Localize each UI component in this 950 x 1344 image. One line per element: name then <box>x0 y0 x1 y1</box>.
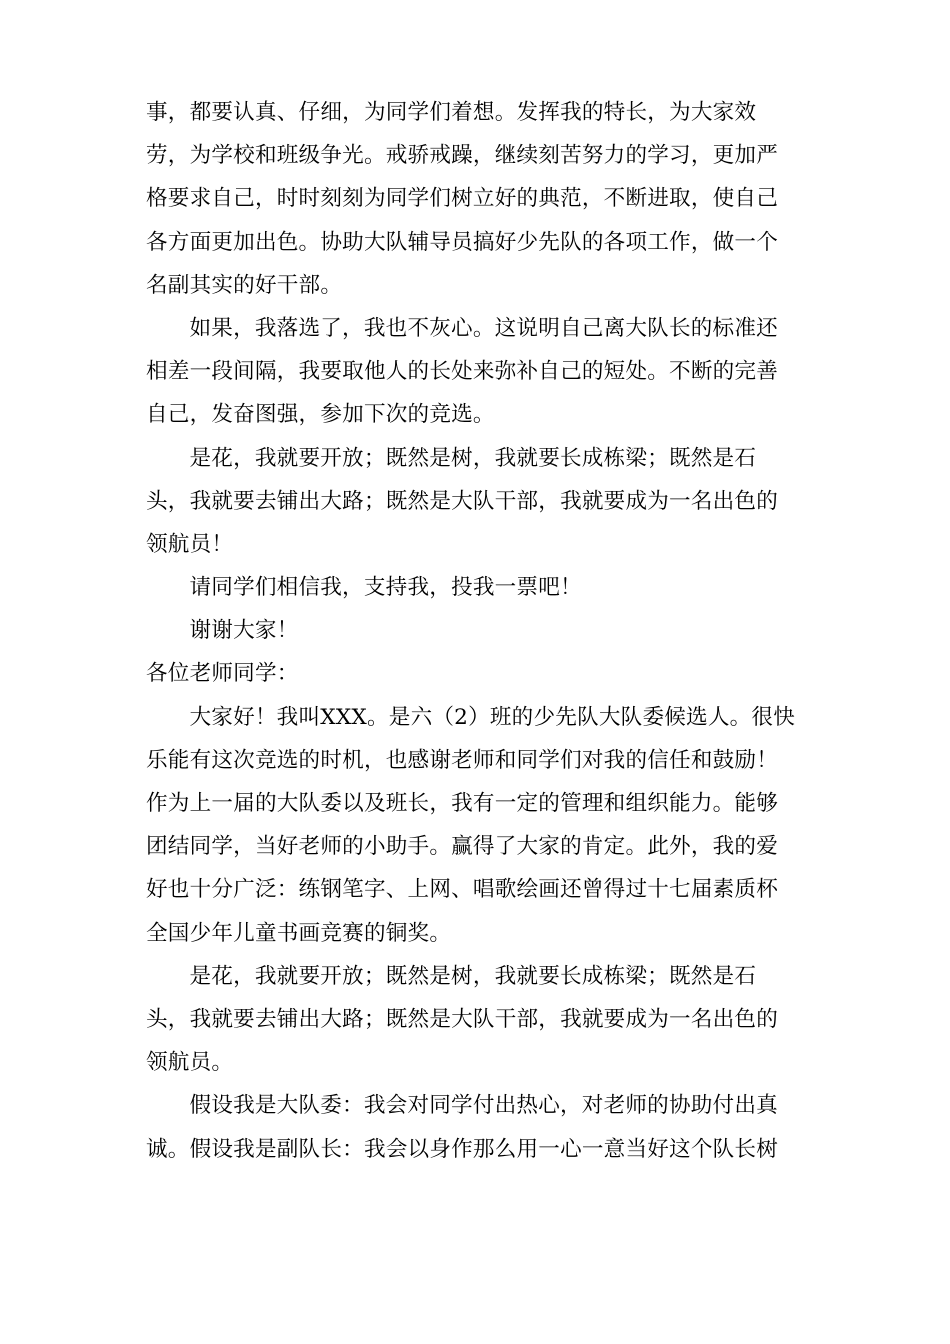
text-line: 各方面更加出色。协助大队辅导员搞好少先队的各项工作，做一个 <box>146 229 779 255</box>
text-line: 诚。假设我是副队长：我会以身作那么用一心一意当好这个队长树 <box>146 1136 779 1162</box>
text-line: 谢谢大家！ <box>189 618 299 644</box>
text-line: 作为上一届的大队委以及班长，我有一定的管理和组织能力。能够 <box>146 791 779 816</box>
text-line: 格要求自己，时时刻刻为同学们树立好的典范，不断进取，使自己 <box>146 186 779 212</box>
text-line: 假设我是大队委：我会对同学付出热心，对老师的协助付出真 <box>189 1093 778 1119</box>
text-line: 领航员！ <box>146 531 234 557</box>
text-line: 乐能有这次竞选的时机，也感谢老师和同学们对我的信任和鼓励！ <box>146 747 779 773</box>
text-line: 劳，为学校和班级争光。戒骄戒躁，继续刻苦努力的学习，更加严 <box>146 143 779 169</box>
text-line: 好也十分广泛：练钢笔字、上网、唱歌绘画还曾得过十七届素质杯 <box>146 877 779 903</box>
text-line: 团结同学，当好老师的小助手。赢得了大家的肯定。此外，我的爱 <box>146 834 779 860</box>
text-line: 是花，我就要开放；既然是树，我就要长成栋梁；既然是石 <box>189 445 757 471</box>
text-line: 大家好！我叫XXX。是六（2）班的少先队大队委候选人。很快 <box>189 704 796 730</box>
text-line: 领航员。 <box>146 1050 234 1076</box>
text-line: 如果，我落选了，我也不灰心。这说明自己离大队长的标准还 <box>189 315 778 341</box>
text-line: 是花，我就要开放；既然是树，我就要长成栋梁；既然是石 <box>189 963 757 989</box>
text-line: 名副其实的好干部。 <box>146 272 343 298</box>
text-line: 头，我就要去铺出大路；既然是大队干部，我就要成为一名出色的 <box>146 488 779 514</box>
salutation: 各位老师同学： <box>146 661 299 687</box>
text-line: 相差一段间隔，我要取他人的长处来弥补自己的短处。不断的完善 <box>146 359 779 385</box>
text-line: 事，都要认真、仔细，为同学们着想。发挥我的特长，为大家效 <box>146 100 757 125</box>
document-body <box>146 91 806 1171</box>
text-line: 全国少年儿童书画竞赛的铜奖。 <box>146 920 452 946</box>
text-line: 请同学们相信我，支持我，投我一票吧！ <box>189 575 582 601</box>
text-line: 头，我就要去铺出大路；既然是大队干部，我就要成为一名出色的 <box>146 1006 779 1032</box>
text-line: 自己，发奋图强，参加下次的竞选。 <box>146 402 495 428</box>
